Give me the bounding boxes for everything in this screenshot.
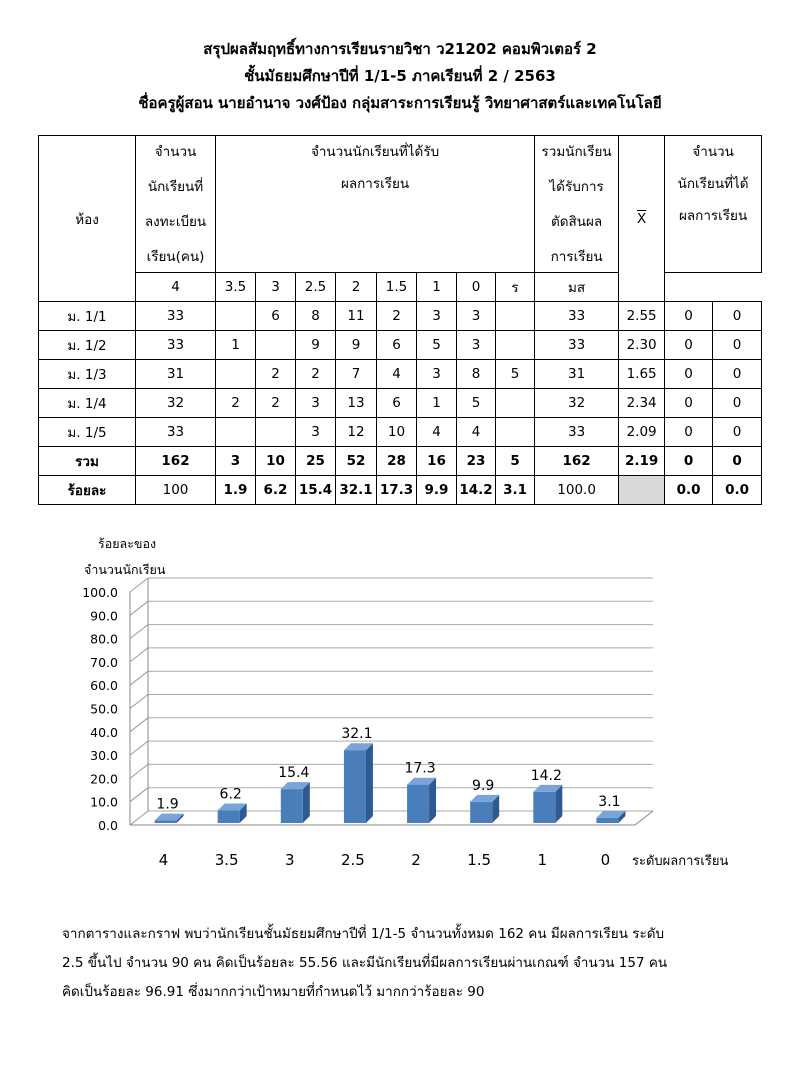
- r-cell: 0: [665, 331, 713, 360]
- grade-count-cell: 6: [377, 389, 417, 418]
- grade-count-cell: 3: [417, 360, 457, 389]
- x-axis-label: ระดับผลการเรียน: [632, 854, 729, 868]
- header-total-line: ตัดสินผล: [551, 213, 603, 230]
- bar-value-label: 32.1: [341, 726, 373, 743]
- header-enrolled-line: นักเรียนที่: [147, 178, 204, 195]
- x-tick-label: 3.5: [214, 851, 239, 868]
- grade-count-cell: 52: [336, 447, 377, 476]
- gridline-diagonal: [130, 601, 148, 615]
- chart-ylabel-line1: ร้อยละของ: [98, 536, 157, 551]
- grade-count-cell: 4: [457, 418, 496, 447]
- grade-count-cell: 28: [377, 447, 417, 476]
- grade-count-cell: [496, 418, 535, 447]
- bar-value-label: 17.3: [404, 760, 436, 777]
- y-tick-label: 70.0: [90, 654, 118, 670]
- grade-count-cell: 10: [377, 418, 417, 447]
- r-cell: 0: [665, 418, 713, 447]
- mean-cell: 2.34: [619, 389, 665, 418]
- r-cell: 0.0: [665, 476, 713, 505]
- r-cell: 0: [665, 360, 713, 389]
- gridline-diagonal: [130, 695, 148, 709]
- enrolled-cell: 31: [136, 360, 216, 389]
- chart-canvas: [40, 528, 760, 868]
- summary-line: จากตารางและกราฟ พบว่านักเรียนชั้นมัธยมศึกษาปีที่ 1/1-5 จำนวนทั้งหมด 162 คน มีผลการเรียน ระดับ: [62, 926, 665, 942]
- summary-line: 2.5 ขึ้นไป จำนวน 90 คน คิดเป็นร้อยละ 55.56 และมีนักเรียนที่มีผลการเรียนผ่านเกณฑ์ จำนวน 157 คน: [62, 955, 668, 971]
- grade-count-cell: 2: [377, 302, 417, 331]
- r-cell: 0: [665, 302, 713, 331]
- x-tick-label: 2: [411, 851, 421, 868]
- grade-count-cell: 23: [457, 447, 496, 476]
- enrolled-cell: 100: [136, 476, 216, 505]
- header-total-line: การเรียน: [550, 248, 603, 265]
- grade-count-cell: 3: [457, 331, 496, 360]
- bar: [596, 818, 618, 823]
- grade-count-cell: 9: [336, 331, 377, 360]
- total-cell: 162: [535, 447, 619, 476]
- grade-count-cell: [256, 331, 296, 360]
- grade-count-cell: [496, 331, 535, 360]
- total-cell: 33: [535, 331, 619, 360]
- x-tick-label: 0: [600, 851, 611, 868]
- bar: [470, 802, 492, 823]
- grade-count-cell: 32.1: [336, 476, 377, 505]
- header-grades-title: [216, 136, 535, 273]
- grade-header: 2: [336, 273, 377, 302]
- table-body: [39, 302, 762, 505]
- gridline-diagonal: [130, 578, 148, 592]
- grade-count-cell: 10: [256, 447, 296, 476]
- grade-count-cell: 1: [216, 331, 256, 360]
- mean-cell: [619, 476, 665, 505]
- header-room: ห้อง: [39, 136, 136, 302]
- grade-count-cell: 25: [296, 447, 336, 476]
- grade-count-cell: [256, 418, 296, 447]
- bar-value-label: 6.2: [219, 786, 242, 803]
- bar: [281, 789, 303, 823]
- total-cell: 32: [535, 389, 619, 418]
- grade-count-cell: 2: [256, 389, 296, 418]
- grade-count-cell: 17.3: [377, 476, 417, 505]
- grade-count-cell: 5: [496, 360, 535, 389]
- report-title-block: [0, 36, 800, 117]
- enrolled-cell: 32: [136, 389, 216, 418]
- grade-count-cell: 2: [216, 389, 256, 418]
- mean-cell: 1.65: [619, 360, 665, 389]
- grade-count-cell: 14.2: [457, 476, 496, 505]
- y-tick-label: 0.0: [98, 818, 118, 833]
- bar-side: [366, 743, 373, 823]
- report-title: สรุปผลสัมฤทธิ์ทางการเรียนรายวิชา ว21202 คอมพิวเตอร์ 2: [203, 40, 597, 58]
- grade-count-cell: 6: [256, 302, 296, 331]
- y-tick-label: 80.0: [90, 631, 118, 647]
- room-cell: ม. 1/5: [39, 418, 136, 447]
- x-axis-edge: [635, 811, 653, 825]
- mean-symbol: $\overline{X}$: [636, 210, 647, 227]
- gridline-diagonal: [130, 625, 148, 639]
- header-nograde-line: ผลการเรียน: [678, 208, 748, 224]
- table-row: [39, 360, 762, 389]
- bar-side: [303, 782, 310, 823]
- y-tick-label: 40.0: [90, 724, 118, 740]
- y-tick-label: 10.0: [90, 794, 118, 810]
- total-cell: 33: [535, 302, 619, 331]
- enrolled-cell: 33: [136, 418, 216, 447]
- header-grades-line: จำนวนนักเรียนที่ได้รับ: [310, 144, 440, 160]
- grade-count-cell: 4: [417, 418, 457, 447]
- grade-count-cell: 3: [216, 447, 256, 476]
- ms-cell: 0: [713, 389, 762, 418]
- grade-count-cell: 4: [377, 360, 417, 389]
- room-cell: ม. 1/4: [39, 389, 136, 418]
- total-cell: 100.0: [535, 476, 619, 505]
- grade-count-cell: [496, 389, 535, 418]
- r-cell: 0: [665, 447, 713, 476]
- header-ms: มส: [535, 273, 619, 302]
- bar-value-label: 1.9: [156, 796, 179, 813]
- grade-count-cell: 1: [417, 389, 457, 418]
- header-mean: [619, 136, 665, 302]
- bar-value-label: 14.2: [530, 767, 562, 784]
- header-nograde: [665, 136, 762, 273]
- grade-count-cell: 9.9: [417, 476, 457, 505]
- y-tick-label: 50.0: [90, 701, 118, 717]
- y-tick-label: 90.0: [90, 608, 118, 624]
- grade-header: 2.5: [296, 273, 336, 302]
- gridline-diagonal: [130, 788, 148, 802]
- header-total-line: ได้รับการ: [549, 178, 604, 195]
- mean-cell: 2.55: [619, 302, 665, 331]
- results-table: [38, 135, 762, 505]
- enrolled-cell: 33: [136, 302, 216, 331]
- grade-percentage-chart: [40, 528, 760, 868]
- grade-count-cell: 12: [336, 418, 377, 447]
- room-cell: ร้อยละ: [39, 476, 136, 505]
- gridline-diagonal: [130, 648, 148, 662]
- table-row: [39, 302, 762, 331]
- grade-count-cell: 16: [417, 447, 457, 476]
- header-enrolled-line: เรียน(คน): [146, 248, 205, 265]
- chart-ylabel-line2: จำนวนนักเรียน: [84, 562, 166, 577]
- mean-cell: 2.19: [619, 447, 665, 476]
- grade-header: 4: [136, 273, 216, 302]
- bar-value-label: 3.1: [598, 793, 621, 810]
- grade-count-cell: 8: [296, 302, 336, 331]
- mean-cell: 2.30: [619, 331, 665, 360]
- sum-row: [39, 447, 762, 476]
- bar-value-label: 15.4: [278, 765, 310, 782]
- x-tick-label: 1: [537, 851, 548, 868]
- room-cell: ม. 1/1: [39, 302, 136, 331]
- bar: [407, 785, 429, 823]
- grade-count-cell: [496, 302, 535, 331]
- header-enrolled-line: ลงทะเบียน: [144, 213, 207, 230]
- gridline-diagonal: [130, 764, 148, 778]
- gridline-diagonal: [130, 741, 148, 755]
- grade-count-cell: 3.1: [496, 476, 535, 505]
- room-cell: ม. 1/3: [39, 360, 136, 389]
- ms-cell: 0: [713, 302, 762, 331]
- r-cell: 0: [665, 389, 713, 418]
- ms-cell: 0: [713, 331, 762, 360]
- grade-count-cell: 2: [256, 360, 296, 389]
- y-tick-label: 100.0: [82, 585, 118, 600]
- grade-count-cell: 5: [496, 447, 535, 476]
- grade-count-cell: 9: [296, 331, 336, 360]
- grade-count-cell: 6.2: [256, 476, 296, 505]
- teacher-line: ชื่อครูผู้สอน นายอำนาจ วงศ์ป้อง กลุ่มสาระการเรียนรู้ วิทยาศาสตร์และเทคโนโลยี: [138, 94, 662, 112]
- grade-count-cell: 5: [457, 389, 496, 418]
- ms-cell: 0: [713, 447, 762, 476]
- room-cell: ม. 1/2: [39, 331, 136, 360]
- gridline-diagonal: [130, 718, 148, 732]
- gridline-diagonal: [130, 811, 148, 825]
- summary-line: คิดเป็นร้อยละ 96.91 ซึ่งมากกว่าเป้าหมายที่กำหนดไว้ มากกว่าร้อยละ 90: [62, 984, 485, 1000]
- grade-header: 1: [417, 273, 457, 302]
- grade-count-cell: 3: [457, 302, 496, 331]
- x-tick-label: 3: [285, 851, 295, 868]
- table-row: [39, 331, 762, 360]
- grade-count-cell: [216, 360, 256, 389]
- header-total-line: รวมนักเรียน: [541, 143, 612, 160]
- mean-cell: 2.09: [619, 418, 665, 447]
- grade-count-cell: 3: [417, 302, 457, 331]
- grade-count-cell: [216, 302, 256, 331]
- bar-value-label: 9.9: [472, 777, 495, 794]
- grade-count-cell: [216, 418, 256, 447]
- grade-count-cell: 7: [336, 360, 377, 389]
- ms-cell: 0.0: [713, 476, 762, 505]
- grade-count-cell: 8: [457, 360, 496, 389]
- percent-row: [39, 476, 762, 505]
- table-row: [39, 389, 762, 418]
- grade-header: 3: [256, 273, 296, 302]
- y-tick-label: 30.0: [90, 748, 118, 764]
- grade-count-cell: 3: [296, 389, 336, 418]
- ms-cell: 0: [713, 418, 762, 447]
- total-cell: 33: [535, 418, 619, 447]
- header-nograde-line: นักเรียนที่ได้: [677, 176, 749, 192]
- grade-count-cell: 2: [296, 360, 336, 389]
- grade-count-cell: 3: [296, 418, 336, 447]
- grade-count-cell: 11: [336, 302, 377, 331]
- enrolled-cell: 162: [136, 447, 216, 476]
- bar: [218, 811, 240, 823]
- x-tick-label: 1.5: [467, 851, 492, 868]
- header-grades-line: ผลการเรียน: [340, 176, 410, 192]
- x-tick-label: 2.5: [341, 851, 365, 868]
- grade-header: 3.5: [216, 273, 256, 302]
- header-nograde-line: จำนวน: [692, 144, 734, 160]
- header-total: [535, 136, 619, 273]
- bar: [533, 792, 555, 823]
- grade-header: 1.5: [377, 273, 417, 302]
- header-enrolled: [136, 136, 216, 273]
- grade-count-cell: 6: [377, 331, 417, 360]
- enrolled-cell: 33: [136, 331, 216, 360]
- grade-count-cell: 13: [336, 389, 377, 418]
- header-r: ร: [496, 273, 535, 302]
- grade-count-cell: 15.4: [296, 476, 336, 505]
- table-row: [39, 418, 762, 447]
- x-tick-label: 4: [158, 851, 169, 868]
- summary-paragraph: [62, 920, 762, 1007]
- grade-count-cell: 5: [417, 331, 457, 360]
- y-tick-label: 60.0: [90, 678, 118, 694]
- bar: [155, 821, 177, 823]
- grade-count-cell: 1.9: [216, 476, 256, 505]
- bar: [344, 750, 366, 823]
- gridline-diagonal: [130, 671, 148, 685]
- grade-header: 0: [457, 273, 496, 302]
- header-enrolled-line: จำนวน: [154, 143, 197, 160]
- report-subtitle: ชั้นมัธยมศึกษาปีที่ 1/1-5 ภาคเรียนที่ 2 / 2563: [244, 67, 556, 85]
- total-cell: 31: [535, 360, 619, 389]
- bar-side: [429, 778, 436, 823]
- y-tick-label: 20.0: [90, 771, 118, 787]
- room-cell: รวม: [39, 447, 136, 476]
- ms-cell: 0: [713, 360, 762, 389]
